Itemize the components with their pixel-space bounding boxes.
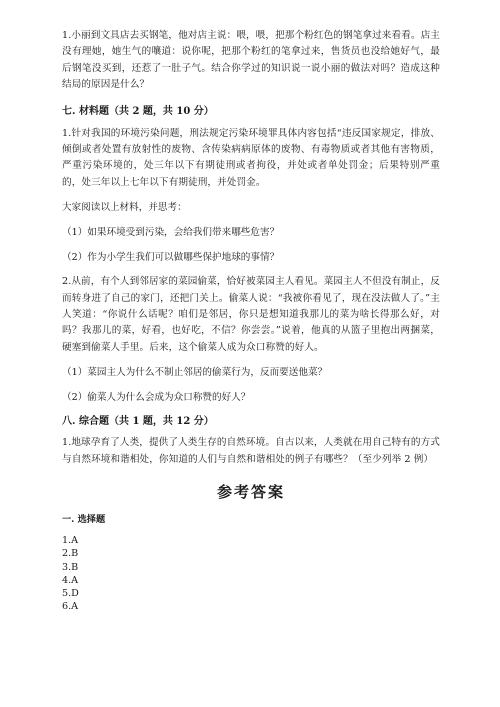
answer-item: 6.A [62,601,79,613]
material-2-question-2: （2）偷菜人为什么会成为众口称赞的好人？ [62,392,251,404]
material-1-question-1: （1）如果环境受到污染，会给我们带来哪些危害？ [62,227,280,239]
answer-item: 1.A [62,535,79,547]
section-heading-comprehensive: 八. 综合题（共 1 题，共 12 分） [62,416,214,428]
comprehensive-question: 1.地球孕育了人类，提供了人类生存的自然环境。自古以来，人类就在用自己特有的方式与自然环境和谐相处，你知道的人们与自然和谐相处的例子有哪些？（至少列举 2 例） [62,437,440,465]
answer-item: 2.B [62,548,79,560]
material-passage-1: 1.针对我国的环境污染问题，刑法规定污染环境罪具体内容包括“违反国家规定，排放、倾倒或者处置有放射性的废物、含传染病病原体的废物、有毒物质或者其他有害物质，严重污染环境的，处三年以下有期徒刑或者拘役，并处或者单处罚金；后果特别严重的，处三年以上七年以下有期徒刑，并处罚金。 [62,127,440,188]
answer-item: 5.D [62,587,79,599]
exam-page [62,28,440,613]
material-1-question-2: （2）作为小学生我们可以做哪些保护地球的事情？ [62,252,280,264]
answer-section-heading: 一. 选择题 [62,514,106,526]
question-passage: 1.小丽到文具店去买钢笔，他对店主说：喂，喂，把那个粉红色的钢笔拿过来看看。店主没有理她，她生气的嚷道：说你呢，把那个粉红的笔拿过来，售货员也没给她好气，最后钢笔没买到，还惹了一肚子气。结合你学过的知识说一说小丽的做法对吗？造成这种结局的原因是什么？ [62,30,440,91]
material-passage-2: 2.从前，有个人到邻居家的菜园偷菜，恰好被菜园主人看见。菜园主人不但没有制止，反而转身进了自己的家门，还把门关上。偷菜人说：“我被你看见了，现在没法做人了。”主人笑道：“你说什么话呢？咱们是邻居，你只是想知道我那儿的菜为啥长得那么好，对吗？我那儿的菜，好看，也好吃，不信？你尝尝。”说着，他真的从篮子里抱出两捆菜，硬塞到偷菜人手里。后来，这个偷菜人成为众口称赞的好人。 [62,276,440,353]
material-prompt: 大家阅读以上材料，并思考： [62,202,187,214]
answer-item: 4.A [62,574,79,586]
answer-key-title: 参考答案 [216,483,285,502]
section-heading-material: 七. 材料题（共 2 题，共 10 分） [62,105,214,117]
answer-item: 3.B [62,561,79,573]
answer-list [62,534,440,613]
material-2-question-1: （1）菜园主人为什么不制止邻居的偷菜行为，反而要送他菜？ [62,367,328,379]
